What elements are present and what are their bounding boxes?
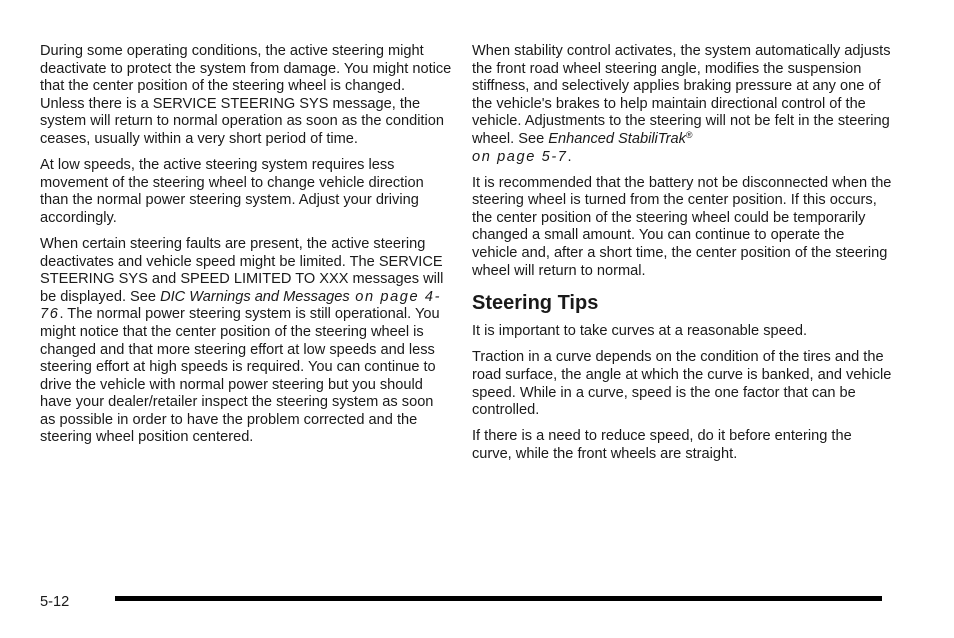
paragraph-reduce-speed: If there is a need to reduce speed, do it before entering the curve, while the front wheels are straight. xyxy=(472,428,852,462)
stabilitrak-link[interactable]: Enhanced StabiliTrak xyxy=(548,130,686,147)
paragraph-text: When stability control activates, the system automatically adjusts the front road wheel steering angle, modifies the suspension stiffness, and selectively applies braking pressure at any one of the vehicle's brakes to help maintain directional control of the vehicle. Adjustments to the steering will not be felt in the steering wheel. See xyxy=(472,43,891,147)
paragraph-steering-faults xyxy=(40,236,452,447)
stabilitrak-page-ref[interactable]: on page 5-7 xyxy=(472,148,568,165)
paragraph-low-speed-steering: At low speeds, the active steering system requires less movement of the steering wheel to change vehicle direction than the normal power steering system. Adjust your driving accordingly. xyxy=(40,157,424,226)
footer-rule xyxy=(115,596,882,601)
dic-warnings-page-ref[interactable]: on page 4-76 xyxy=(40,288,442,323)
page-number: 5-12 xyxy=(40,594,70,610)
paragraph-text: . The normal power steering system is still operational. You might notice that the center position of the steering wheel is changed and that more steering effort at low speeds and less steering effort at high speeds is required. You can continue to drive the vehicle with normal power steering but you should have your dealer/retailer inspect the steering system as soon as possible in order to have the problem corrected and the steering wheel position centered. xyxy=(40,306,440,446)
paragraph-active-steering-deactivation: During some operating conditions, the active steering might deactivate to protect the system from damage. You might notice that the center position of the steering wheel is changed. Unless there is a SERVICE STEERING SYS message, the system will return to normal operation as soon as the condition ceases, usually within a very short period of time. xyxy=(40,43,452,147)
paragraph-curve-traction: Traction in a curve depends on the condition of the tires and the road surface, the angle at which the curve is banked, and vehicle speed. While in a curve, speed is the one factor that can be controlled. xyxy=(472,349,892,419)
paragraph-text: When certain steering faults are present, the active steering deactivates and vehicle speed might be limited. The SERVICE STEERING SYS and SPEED LIMITED TO XXX messages will be displayed. See xyxy=(40,235,444,305)
section-heading-steering-tips: Steering Tips xyxy=(472,292,599,315)
left-column xyxy=(40,43,452,456)
paragraph-stability-control xyxy=(472,43,892,166)
paragraph-battery-disconnect: It is recommended that the battery not be disconnected when the steering wheel is turned from the center position. If this occurs, the center position of the steering wheel could be temporarily changed a small amount. You can continue to operate the vehicle and, after a short time, the center position of the steering wheel will return to normal. xyxy=(472,174,892,279)
paragraph-text: . xyxy=(567,148,572,165)
paragraph-curve-speed: It is important to take curves at a reasonable speed. xyxy=(472,323,808,340)
registered-mark: ® xyxy=(685,129,693,140)
dic-warnings-link[interactable]: DIC Warnings and Messages xyxy=(160,288,350,305)
right-column xyxy=(472,43,892,472)
